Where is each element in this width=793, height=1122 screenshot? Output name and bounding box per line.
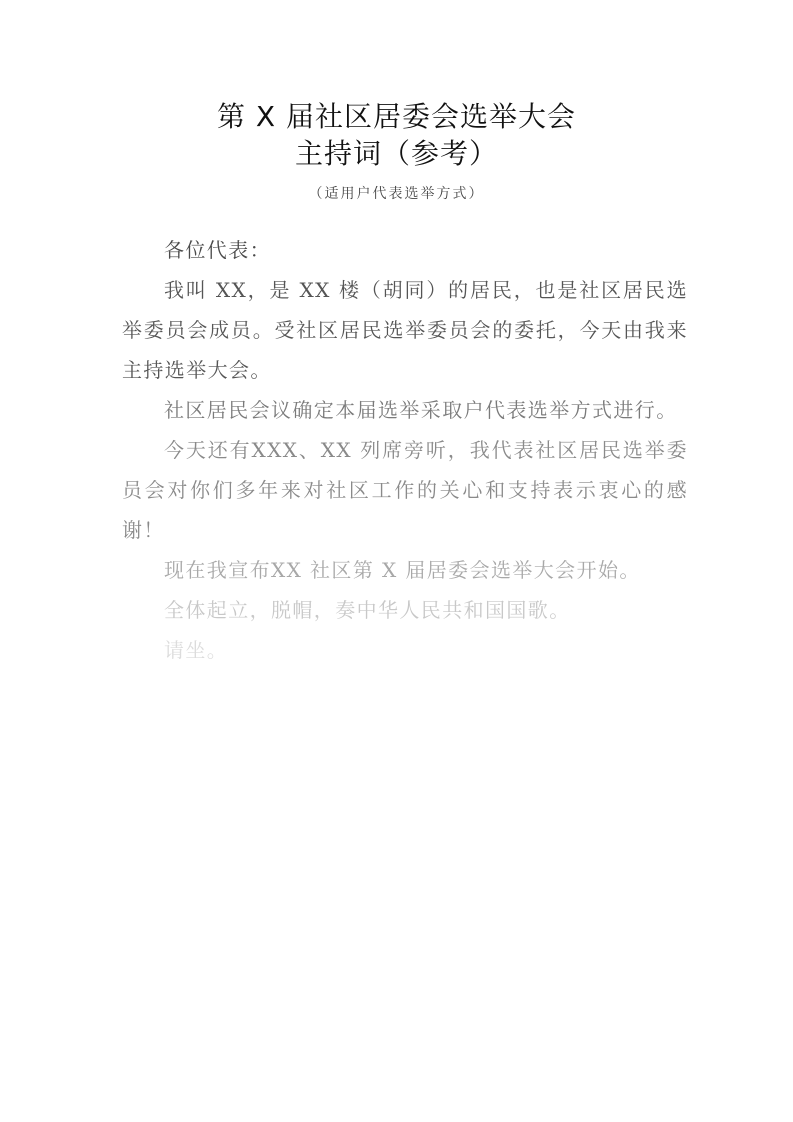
paragraph-introduction: 我叫 XX，是 XX 楼（胡同）的居民，也是社区居民选举委员会成员。受社区居民选举委员会的委托，今天由我来主持选举大会。 [122, 278, 688, 382]
document-title-line1: 第 X 届社区居委会选举大会 [217, 100, 576, 133]
paragraph-opening: 现在我宣布XX 社区第 X 届居委会选举大会开始。 [164, 558, 641, 582]
paragraph-sit-down: 请坐。 [164, 638, 229, 662]
paragraph-election-method: 社区居民会议确定本届选举采取户代表选举方式进行。 [164, 398, 678, 422]
document-title-line2: 主持词（参考） [294, 137, 498, 170]
document-body [122, 230, 688, 670]
document-subtitle: （适用户代表选举方式） [308, 186, 485, 202]
paragraph-thanks: 今天还有XXX、XX 列席旁听，我代表社区居民选举委员会对你们多年来对社区工作的关心和支持表示衷心的感谢！ [122, 438, 688, 542]
paragraph-anthem: 全体起立，脱帽，奏中华人民共和国国歌。 [164, 598, 571, 622]
paragraph-salutation: 各位代表： [164, 238, 271, 262]
